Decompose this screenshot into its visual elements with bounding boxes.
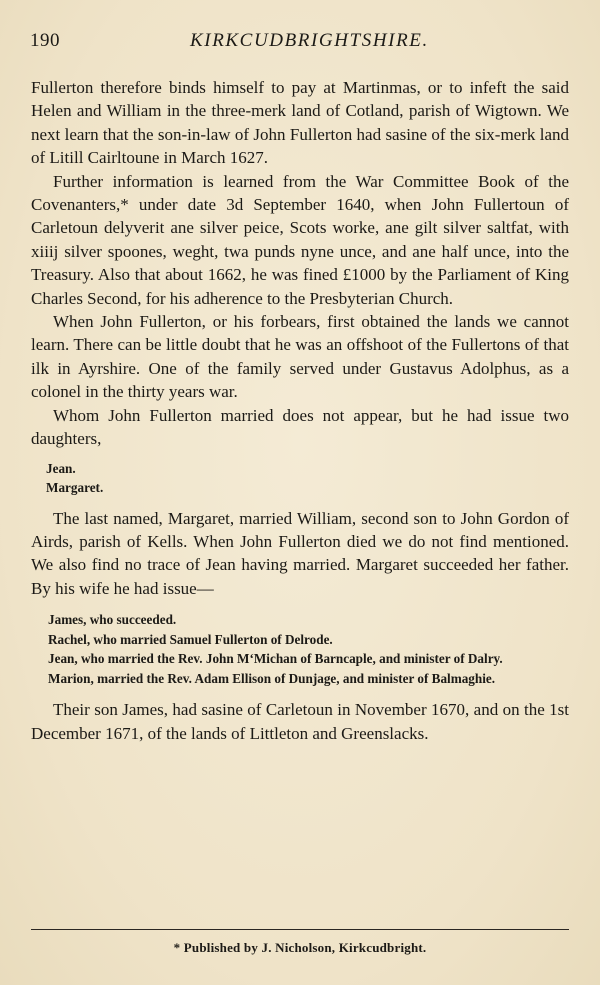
page-header [30,30,570,56]
footnote-divider [31,929,569,930]
footnote: * Published by J. Nicholson, Kirkcudbright. [173,940,427,955]
paragraph-james-sasine: Their son James, had sasine of Carletoun in November 1670, and on the 1st December 1671, of the lands of Littleton and Greenslacks. [31,700,569,743]
list-item: Marion, married the Rev. Adam Ellison of Dunjage, and minister of Balmaghie. [48,670,496,686]
issue-list [31,610,569,688]
running-head: KIRKCUDBRIGHTSHIRE. [190,30,429,51]
paragraph-war-committee: Further information is learned from the War Committee Book of the Covenanters,* under date 3d September 1640, when John Fullertoun of Carletoun delyverit ane silver peice, Scots worke, ane gilt silver saltfat, with xiiij silver spoones, weght, twa punds nyne unce, and ane half unce, into the Treasury. Also that about 1662, he was fined £1000 by the Parliament of King Charles Second, for his adherence to the Presbyterian Church. [31,171,569,308]
list-item: Rachel, who married Samuel Fullerton of Delrode. [48,631,333,647]
list-item: James, who succeeded. [48,612,177,628]
list-item: Jean. [46,460,76,476]
body-text [31,76,569,745]
paragraph-cotland: Fullerton therefore binds himself to pay at Martinmas, or to infeft the said Helen and William in the three-merk land of Cotland, parish of Wigtown. We next learn that the son-in-law of John Fullerton had sasine of the six-merk land of Litill Cairltoune in March 1627. [31,78,569,168]
paragraph-marriage: Whom John Fullerton married does not appear, but he had issue two daughters, [31,405,569,449]
paragraph-margaret: The last named, Margaret, married William, second son to John Gordon of Airds, parish of Kells. When John Fullerton died we do not find mentioned. We also find no trace of Jean having married. Margaret succeeded her father. By his wife he had issue— [31,508,569,598]
list-item: Jean, who married the Rev. John M‘Michan of Barncaple, and minister of Dalry. [48,651,503,667]
page-number: 190 [30,30,60,51]
list-item: Margaret. [46,480,104,495]
daughters-list [31,459,569,498]
paragraph-origins: When John Fullerton, or his forbears, first obtained the lands we cannot learn. There can be little doubt that he was an offshoot of the Fullertons of that ilk in Ayrshire. One of the family served under Gustavus Adolphus, as a colonel in the thirty years war. [31,312,569,402]
